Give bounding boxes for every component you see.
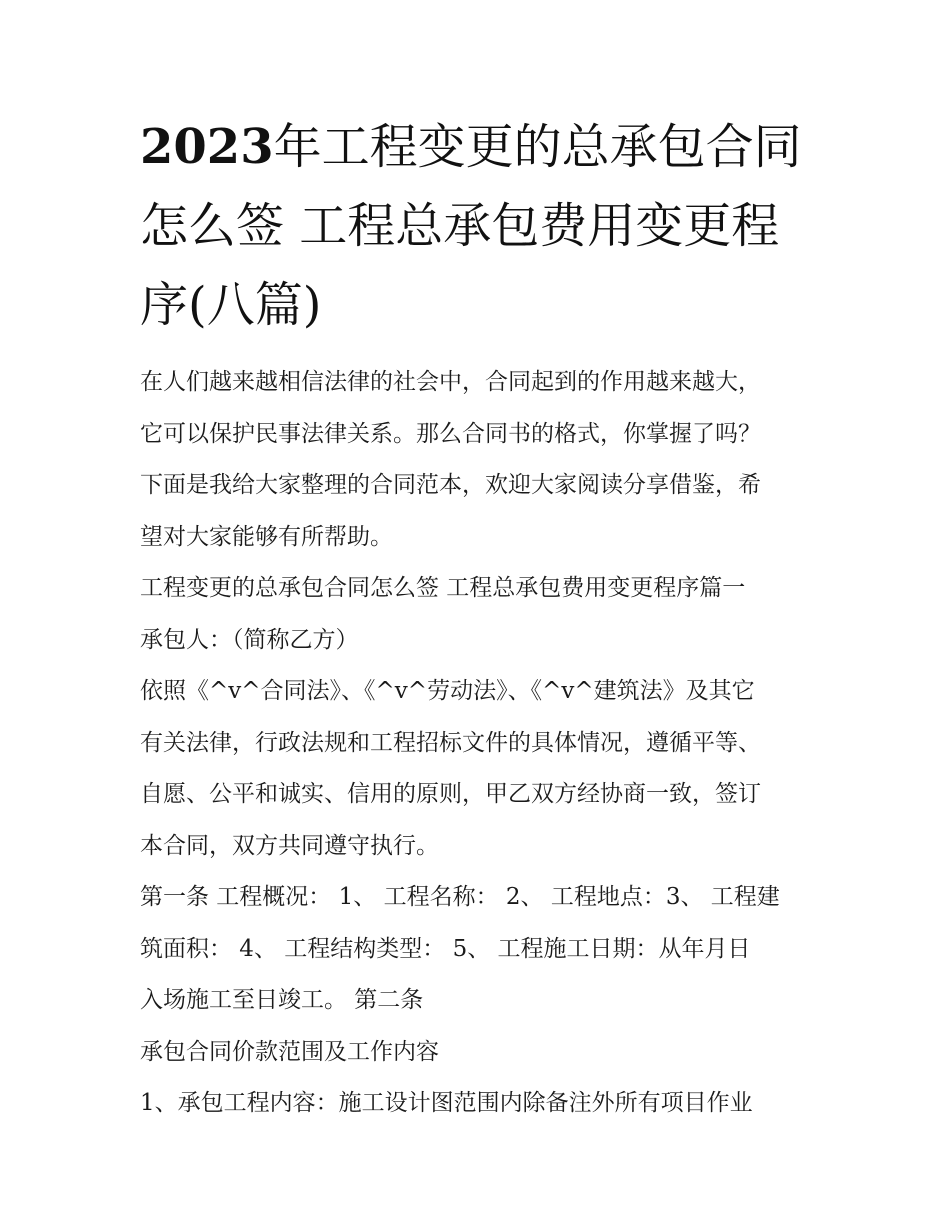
basis-line-4: 本合同，双方共同遵守执行。 [140, 832, 439, 859]
item-one: 1、承包工程内容：施工设计图范围内除备注外所有项目作业 [140, 1090, 753, 1116]
contractor-line: 承包人：（简称乙方） [140, 626, 359, 653]
article-two-heading: 承包合同价款范围及工作内容 [140, 1038, 439, 1065]
intro-line-4: 望对大家能够有所帮助。 [140, 523, 393, 550]
title-line-3: 序(八篇) [140, 277, 322, 333]
document-title [140, 108, 830, 345]
intro-line-3: 下面是我给大家整理的合同范本，欢迎大家阅读分享借鉴，希 [140, 472, 761, 498]
basis-line-1: 依照《^v^合同法》、《^v^劳动法》、《^v^建筑法》及其它 [140, 678, 755, 704]
basis-line-3: 自愿、公平和诚实、信用的原则，甲乙双方经协商一致，签订 [140, 781, 761, 807]
article-one-line-3: 入场施工至日竣工。 第二条 [140, 987, 424, 1013]
title-line-1-text: 年工程变更的总承包合同 [273, 119, 802, 175]
article-one-line-2: 筑面积： 4、 工程结构类型： 5、 工程施工日期：从年月日 [140, 935, 751, 962]
basis-line-2: 有关法律，行政法规和工程招标文件的具体情况，遵循平等、 [140, 729, 761, 756]
title-year: 2023 [140, 119, 274, 175]
intro-line-1: 在人们越来越相信法律的社会中，合同起到的作用越来越大， [140, 369, 761, 395]
document-body [140, 357, 840, 1130]
article-one-line-1: 第一条 工程概况： 1、 工程名称： 2、 工程地点：3、 工程建 [140, 884, 780, 910]
section-heading: 工程变更的总承包合同怎么签 工程总承包费用变更程序篇一 [140, 575, 746, 601]
intro-line-2: 它可以保护民事法律关系。那么合同书的格式，你掌握了吗？ [140, 420, 761, 447]
title-line-2: 怎么签 工程总承包费用变更程 [140, 198, 780, 254]
title-line-1 [140, 119, 802, 175]
